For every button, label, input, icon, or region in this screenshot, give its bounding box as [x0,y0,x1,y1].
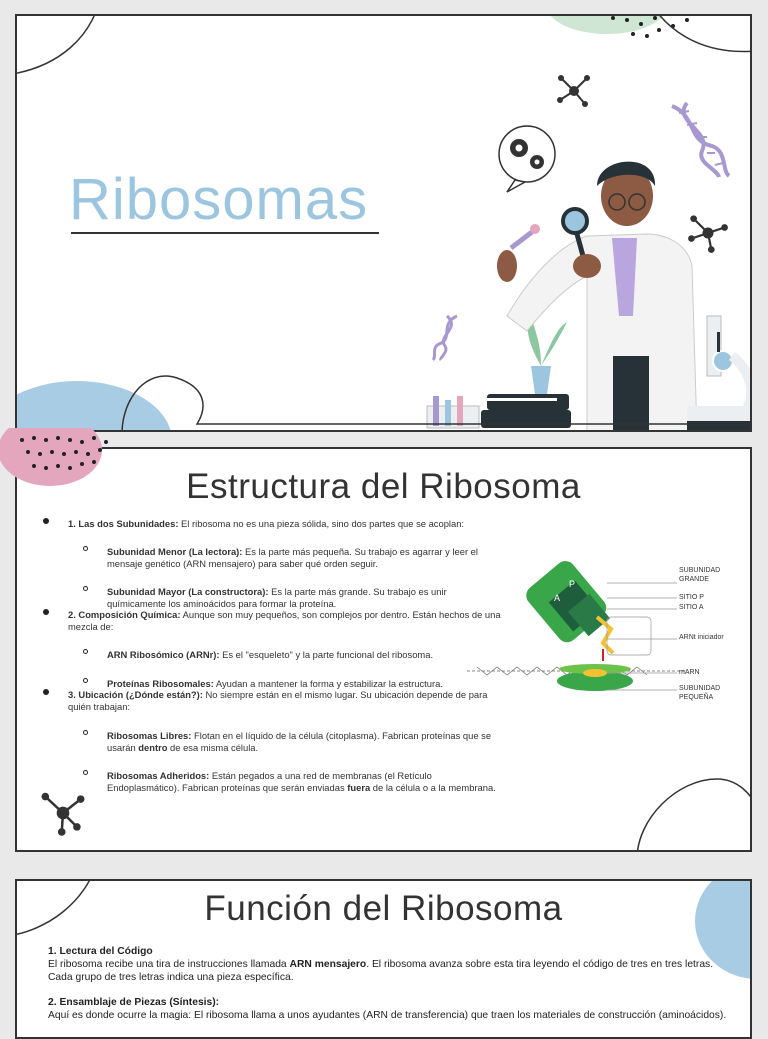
bullet-item: ARN Ribosómico (ARNr): Es el "esqueleto" y la parte funcional del ribosoma. [107,649,434,660]
sub-bullet-ring [83,586,88,591]
function-slide [15,879,752,1039]
corner-swirl-decoration [15,14,147,86]
molecule-icon [39,789,87,837]
green-dots-blob-decoration [547,14,752,76]
bullet-item: 2. Composición Química: Aunque son muy pequeños, son complejos por dentro. Están hechos de una mezcla de: [68,609,501,632]
site-a-label: A [554,593,561,603]
bullet-dot [43,518,49,524]
p-site-label: SITIO P [679,594,704,601]
sub-bullet-ring [83,649,88,654]
sub-bullet-ring [83,770,88,775]
section-1-heading: 1. Lectura del Código [48,946,153,957]
bullet-item: 1. Las dos Subunidades: El ribosoma no es una pieza sólida, sino dos partes que se acoplan: [68,518,465,529]
molecule-icon [555,72,593,110]
bullet-item: Subunidad Menor (La lectora): Es la parte más pequeña. Su trabajo es agarrar y leer el mensaje genético (ARN mensajero) para saber qué orden seguir. [107,546,478,569]
line-swirl-decoration [117,368,752,432]
section-2-text: Aquí es donde ocurre la magia: El ribosoma llama a unos ayudantes (ARN de transferencia) que traen los materiales de construcción (aminoácidos). [48,1010,727,1021]
large-subunit-label: SUBUNIDAD GRANDE [679,567,721,583]
sub-bullet-ring [83,730,88,735]
sub-bullet-ring [83,546,88,551]
trna-label: ARNt iniciador [679,634,724,641]
site-p-label: P [569,579,576,589]
slide-title: Estructura del Ribosoma [186,467,581,506]
bullet-item: Ribosomas Libres: Flotan en el líquido de la célula (citoplasma). Fabrican proteínas que se usarán dentro de esa misma célula. [107,730,492,753]
title-slide [15,14,752,432]
bullet-dot [43,609,49,615]
bullet-item: Proteínas Ribosomales: Ayudan a mantener la forma y estabilizar la estructura. [107,678,443,689]
sub-bullet-ring [83,678,88,683]
line-swirl-decoration [617,769,752,852]
bullet-item: Ribosomas Adheridos: Están pegados a una red de membranas (el Retículo Endoplasmático). Fabrican proteínas que serán enviadas fuera de la célula o a la membrana. [107,770,496,793]
a-site-label: SITIO A [679,604,704,611]
title-underline [71,232,379,234]
pink-dots-blob-decoration [0,428,120,490]
structure-slide [15,447,752,852]
slide-title: Ribosomas [69,167,369,232]
small-subunit-label: SUBUNIDAD PEQUEÑA [679,685,721,701]
mrna-label: mARN [679,669,700,676]
bullet-dot [43,689,49,695]
diagram-leader-lines [607,567,687,707]
section-1-text: El ribosoma recibe una tira de instrucciones llamada ARN mensajero. El ribosoma avanza sobre esta tira leyendo el código de tres en tres letras. Cada grupo de tres letras indica una pieza específica. [48,959,714,983]
section-2-heading: 2. Ensamblaje de Piezas (Síntesis): [48,997,220,1008]
bullet-item: Subunidad Mayor (La constructora): Es la parte más grande. Su trabajo es unir químicamente los aminoácidos para formar la proteína. [107,586,447,609]
slide-title: Función del Ribosoma [204,889,563,928]
bullet-item: 3. Ubicación (¿Dónde están?): No siempre están en el mismo lugar. Su ubicación depende de para quién trabajan: [68,689,488,712]
